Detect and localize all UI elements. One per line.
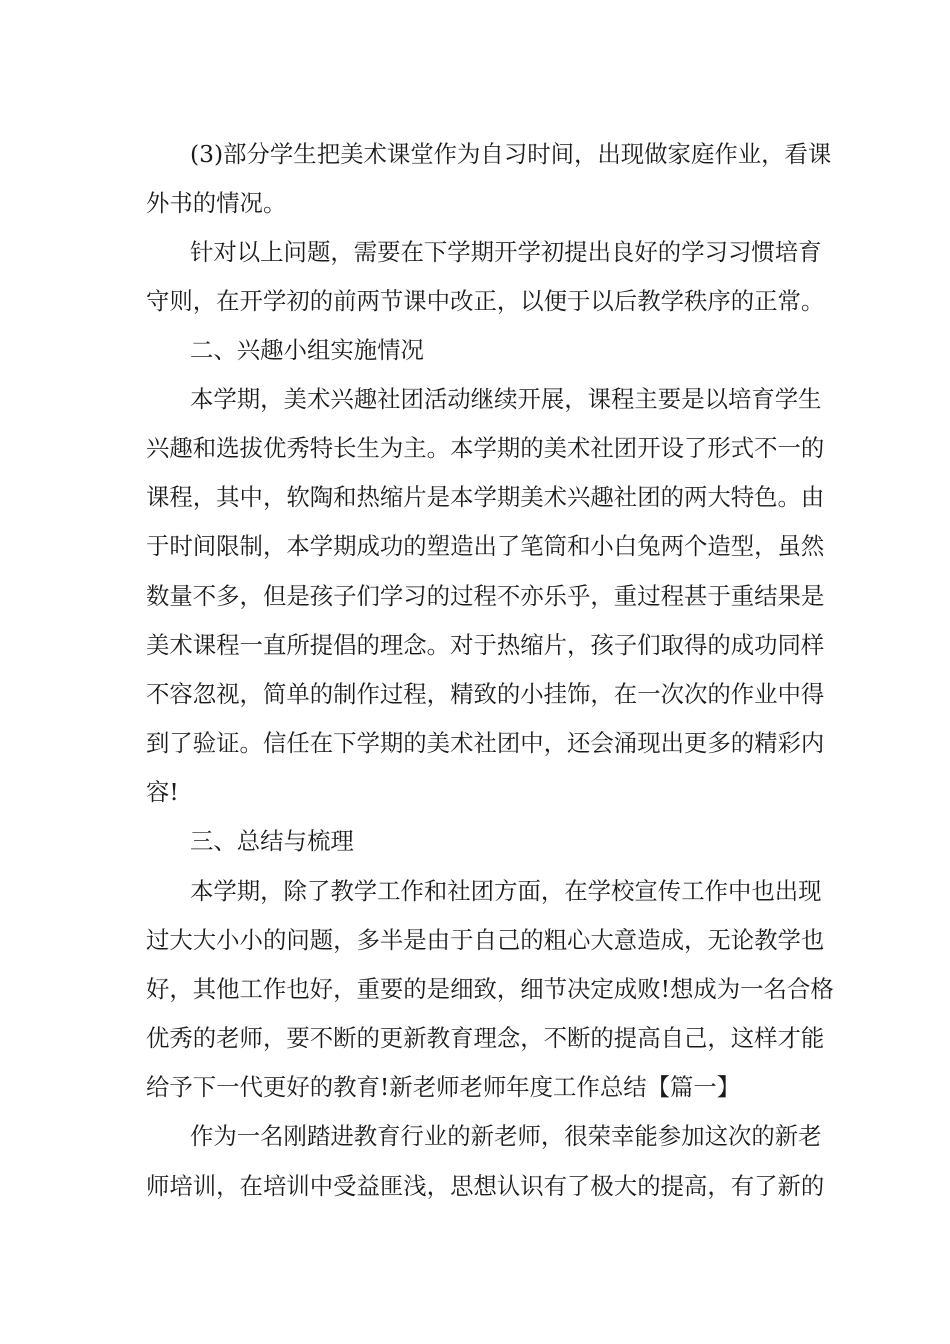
text-line: 过大大小小的问题，多半是由于自己的粗心大意造成，无论教学也 [146,926,825,954]
text-line: 优秀的老师，要不断的更新教育理念，不断的提高自己，这样才能 [146,1024,825,1052]
section-heading: 三、总结与梳理 [190,827,354,855]
text-line: 到了验证。信任在下学期的美术社团中，还会涌现出更多的精彩内 [146,729,825,757]
text-line: (3)部分学生把美术课堂作为自习时间，出现做家庭作业，看课 [190,140,832,168]
text-line: 数量不多，但是孩子们学习的过程不亦乐乎，重过程甚于重结果是 [146,582,825,610]
text-line: 本学期，美术兴趣社团活动继续开展，课程主要是以培育学生 [190,385,822,413]
text-line: 兴趣和选拔优秀特长生为主。本学期的美术社团开设了形式不一的 [146,434,825,462]
text-line: 不容忽视，简单的制作过程，精致的小挂饰，在一次次的作业中得 [146,680,825,708]
text-line: 课程，其中，软陶和热缩片是本学期美术兴趣社团的两大特色。由 [146,483,825,511]
text-line: 外书的情况。 [146,189,287,217]
text-line: 针对以上问题，需要在下学期开学初提出良好的学习习惯培育 [190,238,822,266]
text-line: 师培训，在培训中受益匪浅，思想认识有了极大的提高，有了新的 [146,1172,825,1200]
text-line: 容! [146,778,179,806]
text-line: 本学期，除了教学工作和社团方面，在学校宣传工作中也出现 [190,877,822,905]
text-line: 于时间限制，本学期成功的塑造出了笔筒和小白兔两个造型，虽然 [146,532,825,560]
section-heading: 二、兴趣小组实施情况 [190,336,424,364]
text-line: 守则，在开学初的前两节课中改正，以便于以后教学秩序的正常。 [146,287,825,315]
text-line: 好，其他工作也好，重要的是细致，细节决定成败!想成为一名合格 [146,975,834,1003]
text-line: 美术课程一直所提倡的理念。对于热缩片，孩子们取得的成功同样 [146,631,825,659]
text-line: 作为一名刚踏进教育行业的新老师，很荣幸能参加这次的新老 [190,1122,822,1150]
text-line: 给予下一代更好的教育!新老师老师年度工作总结【篇一】 [146,1073,741,1101]
